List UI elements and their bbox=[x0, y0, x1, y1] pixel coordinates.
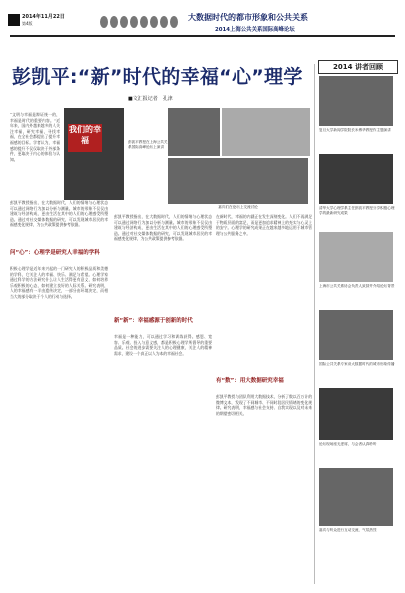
section-topic-title: 大数据时代的都市形象和公共关系 bbox=[188, 13, 308, 22]
article-headline: 彭凯平:“新”时代的幸福“心”理学 bbox=[12, 66, 303, 88]
article-paragraph: 彭凯平教授指出，在大数据时代，人们的情绪与心理状态可以通过网络行为加以分析与测量。城市的形象不仅仅由建筑与经济构成，更由生活在其中的人们的心理感受所塑造。通过对社交媒体数据的研究，可以发现城市居民的幸福感变化规律，为公共政策提供参考依据。 bbox=[114, 214, 212, 242]
sidebar-divider bbox=[314, 64, 315, 584]
event-photo bbox=[168, 158, 308, 204]
article-paragraph: 在新时代，幸福的内涵正在发生深刻变化。人们不再满足于物质层面的富足，而是更加追求精神上的充实与心灵上的安宁。心理学的研究成果正在越来越多地运用于城市管理与公共服务之中。 bbox=[216, 214, 312, 236]
sidebar-caption: 复旦大学新闻学院院长米博华教授作主题演讲 bbox=[319, 128, 391, 132]
article-paragraph: 彭凯平教授指出，在大数据时代，人们的情绪与心理状态可以通过网络行为加以分析与测量。城市的形象不仅仅由建筑与经济构成，更由生活在其中的人们的心理感受所塑造。通过对社交媒体数据的研究，可以发现城市居民的幸福感变化规律，为公共政策提供参考依据。 bbox=[10, 200, 108, 228]
sidebar-photo bbox=[319, 388, 393, 440]
portrait-icon bbox=[140, 16, 148, 28]
issue-date: 2014年11月22日 bbox=[22, 14, 65, 20]
page-number: 第4版 bbox=[22, 21, 33, 26]
sidebar-photo bbox=[319, 468, 393, 526]
sidebar-caption: 国际公共关系专家谈大数据时代的城市形象传播 bbox=[319, 362, 395, 366]
article-paragraph: 幸福是一种能力，可以通过学习和训练获得。感恩、宽容、乐观、投入与意义感，都是积极心理学所倡导的重要品质。社会的进步需要关注人的心理健康，关注人的精神需求，建设一个真正以人为本的幸福社会。 bbox=[114, 334, 212, 356]
event-photo bbox=[168, 108, 220, 156]
sidebar-title: 2014 讲者回顾 bbox=[318, 60, 398, 74]
speaker-photo bbox=[64, 108, 124, 200]
portrait-icon bbox=[170, 16, 178, 28]
section-heading: 问“心”：心理学是研究人幸福的学科 bbox=[10, 250, 100, 256]
article-paragraph: 彭凯平教授与团队利用大数据技术，分析了数以百万计的微博文本，发现了不同城市、不同时段居民情绪的变化规律。研究表明，幸福感与社会支持、自我实现以及对未来的期望密切相关。 bbox=[216, 394, 312, 416]
sidebar-caption: 上海市公共关系协会负责人致辞并介绍论坛背景 bbox=[319, 284, 395, 288]
portrait-icon bbox=[120, 16, 128, 28]
portrait-icon bbox=[100, 16, 108, 28]
sidebar-caption: 嘉宾与听众进行互动交流，气氛热烈 bbox=[319, 528, 377, 532]
sidebar-photo bbox=[319, 154, 393, 204]
sidebar-photo bbox=[319, 76, 393, 126]
photo-caption: 嘉宾们在论坛上交流讨论 bbox=[218, 205, 258, 209]
article-paragraph: 积极心理学是近年来兴起的一门研究人的积极品质和美德的学科，它关注人的幸福、快乐、满足与希望。心理学家通过科学的方法研究什么让人生活得更有意义，如何培养乐观积极的心态，如何建立良好的人际关系。研究表明，人的幸福感有一半由遗传决定，一部分由环境决定，而相当大的部分取决于个人的行动与选择。 bbox=[10, 266, 108, 299]
section-topic-subtitle: 2014上海公共关系国际高峰论坛 bbox=[215, 27, 295, 33]
speaker-portraits-strip bbox=[100, 11, 190, 33]
section-heading: 新“新”：幸福感源于创新的时代 bbox=[114, 318, 193, 324]
stage-banner: 我们的幸福 bbox=[68, 124, 102, 152]
section-heading: 有“数”：用大数据研究幸福 bbox=[216, 378, 284, 384]
photo-caption: 彭凯平教授在上海公共关系国际高峰论坛上演讲 bbox=[128, 140, 168, 149]
article-byline: ■文汇报记者 孔津 bbox=[128, 96, 173, 102]
sidebar-photo bbox=[319, 310, 393, 360]
sidebar-photo bbox=[319, 232, 393, 282]
portrait-icon bbox=[150, 16, 158, 28]
newspaper-logo-icon bbox=[8, 14, 20, 26]
article-intro: “文明与幸福是辩证统一的，幸福是时代的重要内容。”近年来，国内外越来越多的人关注幸福，研究幸福，寻找幸福，在全社会都提出了提升幸福感的目标。学者认为，幸福感的提升不仅仅取决于外部条件，更取决于内心的体验与认知。 bbox=[10, 112, 60, 162]
sidebar-caption: 论坛现场座无虚席，与会者认真聆听 bbox=[319, 442, 377, 446]
event-photo bbox=[222, 108, 310, 156]
portrait-icon bbox=[110, 16, 118, 28]
portrait-icon bbox=[130, 16, 138, 28]
portrait-icon bbox=[160, 16, 168, 28]
masthead-divider bbox=[10, 35, 395, 37]
sidebar-caption: 清华大学心理学系主任彭凯平教授分享积极心理学的最新研究成果 bbox=[319, 206, 395, 215]
